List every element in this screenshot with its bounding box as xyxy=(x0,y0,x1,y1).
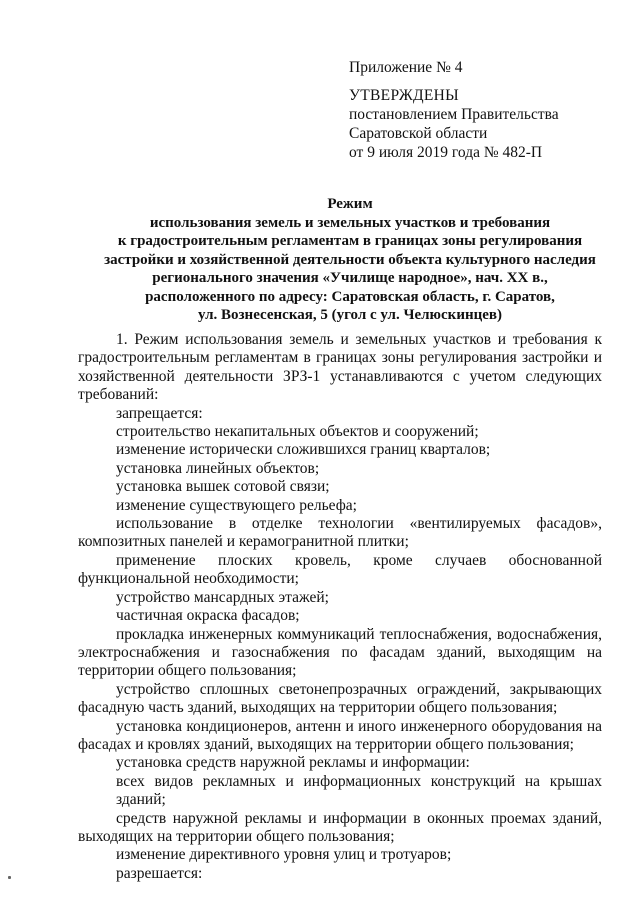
scan-speck xyxy=(8,876,11,879)
list-item: изменение директивного уровня улиц и тротуаров; xyxy=(116,846,452,864)
list-item: использование в отделке технологии «вентилируемых фасадов», композитных панелей и керамогранитной плитки; xyxy=(78,515,602,551)
title-line: застройки и хозяйственной деятельности объекта культурного наследия xyxy=(104,251,596,268)
list-item: установка вышек сотовой связи; xyxy=(116,478,330,496)
list-item: строительство некапитальных объектов и сооружений; xyxy=(116,423,479,441)
paragraph: 1. Режим использования земель и земельных участков и требования к градостроительным регламентам в границах зоны регулирования застройки и хозяйственной деятельности ЗРЗ-1 устанавливаются с учетом следующих требований: xyxy=(78,331,602,404)
list-item: установка кондиционеров, антенн и иного инженерного оборудования на фасадах и кровлях зданий, выходящих на территории общего пользования; xyxy=(78,717,602,753)
list-item: частичная окраска фасадов; xyxy=(116,607,300,625)
list-item: установка средств наружной рекламы и информации: xyxy=(116,754,470,772)
list-item: установка линейных объектов; xyxy=(116,459,320,477)
list-item: устройство мансардных этажей; xyxy=(116,588,329,606)
list-item: изменение исторически сложившихся границ кварталов; xyxy=(116,441,491,459)
list-item: устройство сплошных светонепрозрачных ограждений, закрывающих фасадную часть зданий, выходящих на территории общего пользования; xyxy=(78,680,602,717)
title-line: к градостроительным регламентам в границах зоны регулирования xyxy=(117,233,583,249)
list-item: применение плоских кровель, кроме случаев обоснованной функциональной необходимости; xyxy=(78,551,602,588)
approval-block xyxy=(349,86,559,162)
title-line: расположенного по адресу: Саратовская область, г. Саратов, xyxy=(145,288,555,305)
title-line: Режим xyxy=(327,196,373,212)
title-line: ул. Вознесенская, 5 (угол с ул. Челюскинцев) xyxy=(197,307,502,323)
title-line: регионального значения «Училище народное», нач. XX в., xyxy=(152,270,548,286)
list-item: всех видов рекламных и информационных конструкций на крышах зданий; xyxy=(116,772,602,809)
approved-by: постановлением Правительства xyxy=(349,106,559,123)
list-item: прокладка инженерных коммуникаций теплоснабжения, водоснабжения, электроснабжения и газоснабжения по фасадам зданий, выходящим на территории общего пользования; xyxy=(78,625,602,680)
title-line: использования земель и земельных участков и требования xyxy=(149,214,551,231)
approved-label: УТВЕРЖДЕНЫ xyxy=(349,87,459,104)
list-item: средств наружной рекламы и информации в оконных проемах зданий, выходящих на территории общего пользования; xyxy=(78,809,602,845)
approved-region: Саратовской области xyxy=(349,125,488,142)
paragraph: запрещается: xyxy=(116,404,203,422)
document-body xyxy=(78,331,602,883)
paragraph: разрешается: xyxy=(116,864,203,882)
document-title xyxy=(70,195,630,325)
appendix-number: Приложение № 4 xyxy=(349,59,463,76)
list-item: изменение существующего рельефа; xyxy=(116,496,357,514)
decree-date-number: от 9 июля 2019 года № 482-П xyxy=(349,144,543,161)
